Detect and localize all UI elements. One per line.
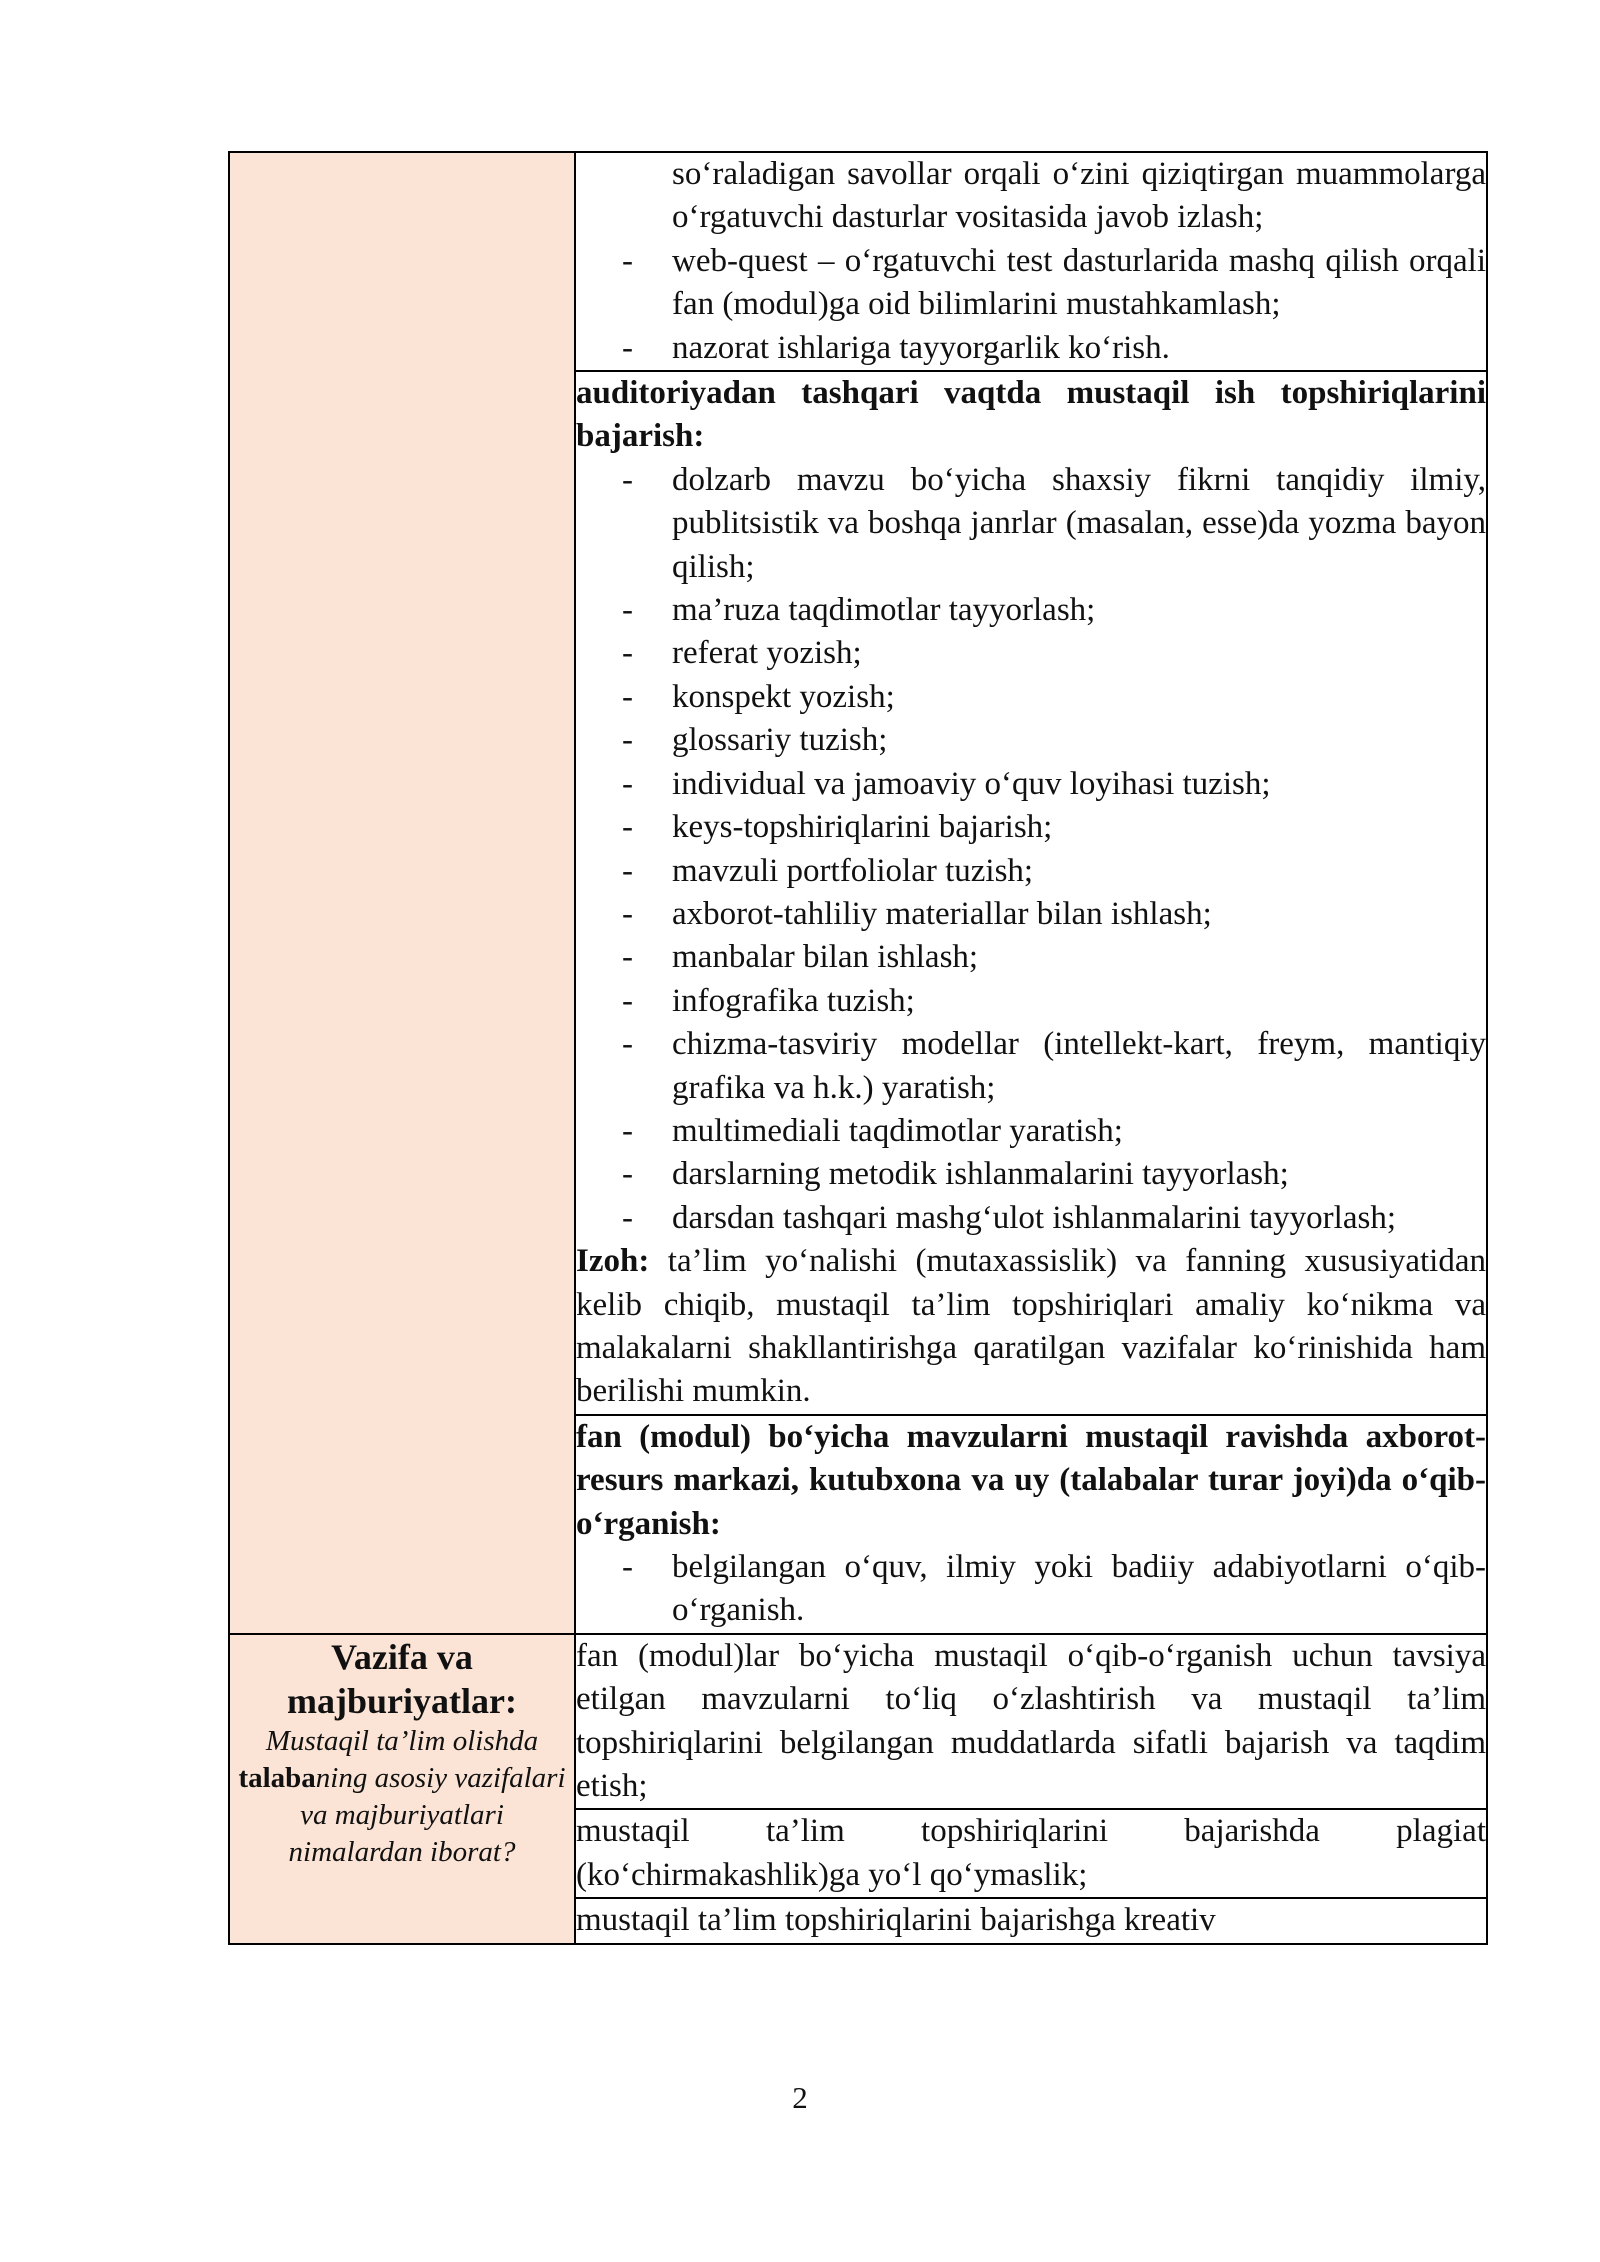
cell-vazifa-1	[575, 1634, 1487, 1810]
table-row	[229, 1634, 1487, 1810]
list-row1	[576, 153, 1486, 370]
list-item: - belgilangan o‘quv, ilmiy yoki badiiy adabiyotlarni o‘qib-o‘rganish.	[622, 1549, 1486, 1629]
list-item: - infografika tuzish;	[622, 982, 915, 1019]
list-item: - ma’ruza taqdimotlar tayyorlash;	[622, 592, 1096, 629]
list-item: - axborot-tahliliy materiallar bilan ishlash;	[622, 895, 1212, 932]
list-item: - keys-topshiriqlarini bajarish;	[622, 809, 1053, 846]
vazifa-cell	[229, 1634, 575, 1944]
cell-vazifa-2	[575, 1809, 1487, 1898]
cell-vazifa-3	[575, 1898, 1487, 1943]
cell-row3	[575, 1415, 1487, 1634]
list-row2	[576, 459, 1486, 1240]
section-heading: auditoriyadan tashqari vaqtda mustaqil ish topshiriqlarini bajarish:	[576, 375, 1486, 455]
note-paragraph	[576, 1240, 1486, 1414]
cell-row2	[575, 371, 1487, 1415]
vazifa-question: Mustaqil ta’lim olishda talabaning asosiy vazifalari va majburiyatlari nimalardan iborat?	[238, 1724, 566, 1868]
list-item: - multimediali taqdimotlar yaratish;	[622, 1112, 1123, 1149]
list-item: - glossariy tuzish;	[622, 722, 888, 759]
left-shaded-cell	[229, 152, 575, 1634]
note-text: ta’lim yo‘nalishi (mutaxassislik) va fanning xususiyatidan kelib chiqib, mustaqil ta’lim topshiriqlari amaliy ko‘nikma va malakalarni shakllantirishga qaratilgan vazifalar ko‘rinishida ham berilishi mumkin.	[576, 1243, 1486, 1410]
section-heading: fan (modul) bo‘yicha mavzularni mustaqil ravishda axborot-resurs markazi, kutubxona va uy (talabalar turar joyi)da o‘qib-o‘rganish:	[576, 1418, 1486, 1542]
page-number: 2	[792, 2080, 808, 2115]
duty-text: fan (modul)lar bo‘yicha mustaqil o‘qib-o‘rganish uchun tavsiya etilgan mavzularni to‘liq o‘zlashtirish va mustaqil ta’lim topshiriqlarini belgilangan muddatlarda sifatli bajarish va taqdim etish;	[576, 1637, 1486, 1805]
duty-text: mustaqil ta’lim topshiriqlarini bajarishga kreativ	[576, 1902, 1216, 1939]
list-item: - darslarning metodik ishlanmalarini tayyorlash;	[622, 1156, 1289, 1193]
list-item: so‘raladigan savollar orqali o‘zini qiziqtirgan muammolarga o‘rgatuvchi dasturlar vositasida javob izlash;	[672, 156, 1486, 236]
duty-text: mustaqil ta’lim topshiriqlarini bajarishda plagiat (ko‘chirmakashlik)ga yo‘l qo‘ymaslik;	[576, 1813, 1486, 1893]
list-item: - chizma-tasviriy modellar (intellekt-kart, freym, mantiqiy grafika va h.k.) yaratish;	[622, 1026, 1486, 1106]
list-item: - konspekt yozish;	[622, 678, 895, 715]
list-item: - individual va jamoaviy o‘quv loyihasi tuzish;	[622, 765, 1271, 802]
list-item: - dolzarb mavzu bo‘yicha shaxsiy fikrni tanqidiy ilmiy, publitsistik va boshqa janrlar (masalan, esse)da yozma bayon qilish;	[622, 461, 1486, 585]
list-item: - web-quest – o‘rgatuvchi test dasturlarida mashq qilish orqali fan (modul)ga oid bilimlarini mustahkamlash;	[622, 242, 1486, 323]
table-row	[229, 152, 1487, 371]
list-row3	[576, 1546, 1486, 1633]
list-item: - referat yozish;	[622, 635, 862, 672]
list-item: - nazorat ishlariga tayyorgarlik ko‘rish.	[622, 329, 1170, 366]
vazifa-title: Vazifa va majburiyatlar:	[287, 1636, 517, 1721]
content-table	[228, 151, 1488, 1945]
list-item: - darsdan tashqari mashg‘ulot ishlanmalarini tayyorlash;	[622, 1199, 1396, 1236]
cell-row1	[575, 152, 1487, 371]
list-item: - manbalar bilan ishlash;	[622, 939, 979, 976]
note-label: Izoh:	[576, 1243, 650, 1280]
list-item: - mavzuli portfoliolar tuzish;	[622, 852, 1034, 889]
